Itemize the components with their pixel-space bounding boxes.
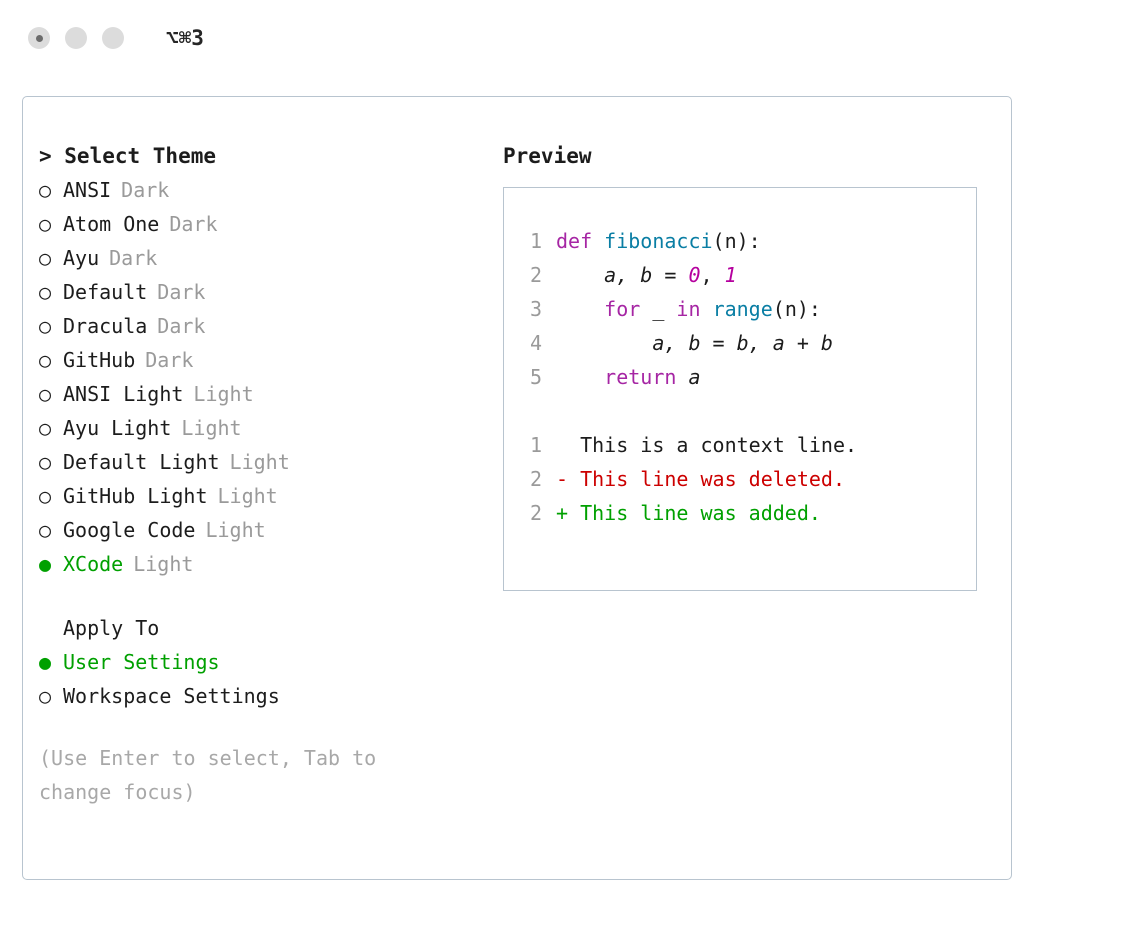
line-number: 2 <box>529 467 542 491</box>
radio-unselected-icon[interactable]: ○ <box>39 416 52 440</box>
theme-variant-badge: Dark <box>121 178 170 202</box>
apply-to-list[interactable] <box>39 645 485 713</box>
code-line <box>522 326 976 360</box>
code-line <box>522 258 976 292</box>
theme-name-label: Dracula <box>63 314 148 338</box>
radio-unselected-icon[interactable]: ○ <box>39 382 52 406</box>
theme-list-item[interactable] <box>39 445 485 479</box>
apply-to-label: Workspace Settings <box>63 684 280 708</box>
apply-to-heading: Apply To <box>63 616 160 640</box>
theme-variant-badge: Dark <box>169 212 218 236</box>
theme-name-label: Default Light <box>63 450 220 474</box>
line-number: 3 <box>529 297 542 321</box>
theme-name-label: ANSI <box>63 178 112 202</box>
theme-variant-badge: Dark <box>157 280 206 304</box>
theme-list-item[interactable] <box>39 173 485 207</box>
theme-list-item[interactable] <box>39 207 485 241</box>
preview-heading: Preview <box>503 144 592 168</box>
theme-name-label: GitHub <box>63 348 136 372</box>
diff-line <box>522 496 976 530</box>
title-bar <box>0 0 1140 76</box>
line-number: 2 <box>529 501 542 525</box>
radio-selected-icon[interactable]: ● <box>39 650 52 674</box>
theme-name-label: ANSI Light <box>63 382 184 406</box>
theme-name-label: XCode <box>63 552 124 576</box>
theme-name-label: Ayu <box>63 246 100 270</box>
theme-variant-badge: Dark <box>109 246 158 270</box>
code-text: a, b = b, a + b <box>556 331 833 355</box>
diff-text: This line was deleted. <box>568 467 845 491</box>
theme-list-item[interactable] <box>39 411 485 445</box>
code-text: def fibonacci(n): <box>556 229 761 253</box>
code-text: return a <box>604 365 701 389</box>
theme-name-label: Ayu Light <box>63 416 172 440</box>
apply-to-label: User Settings <box>63 650 220 674</box>
theme-name-label: Default <box>63 280 148 304</box>
line-number: 5 <box>529 365 542 389</box>
window-dot-maximize-icon[interactable] <box>102 27 124 49</box>
apply-to-option[interactable] <box>39 645 485 679</box>
theme-list-item[interactable] <box>39 377 485 411</box>
window-controls[interactable] <box>28 27 124 49</box>
code-line <box>522 292 976 326</box>
code-line <box>522 224 976 258</box>
radio-unselected-icon[interactable]: ○ <box>39 484 52 508</box>
diff-line <box>522 428 976 462</box>
theme-variant-badge: Light <box>217 484 278 508</box>
diff-marker: - <box>556 467 569 491</box>
theme-name-label: Google Code <box>63 518 196 542</box>
theme-list-item[interactable] <box>39 275 485 309</box>
preview-box <box>503 187 977 591</box>
diff-marker: + <box>556 501 569 525</box>
radio-unselected-icon[interactable]: ○ <box>39 518 52 542</box>
keyboard-hint-text: (Use Enter to select, Tab to change focus) <box>39 746 389 804</box>
line-number: 1 <box>529 229 542 253</box>
diff-line <box>522 462 976 496</box>
radio-unselected-icon[interactable]: ○ <box>39 212 52 236</box>
radio-unselected-icon[interactable]: ○ <box>39 314 52 338</box>
theme-list-item[interactable] <box>39 547 485 581</box>
radio-unselected-icon[interactable]: ○ <box>39 246 52 270</box>
keyboard-shortcut-label: ⌥⌘3 <box>166 26 204 50</box>
line-number: 1 <box>529 433 542 457</box>
theme-variant-badge: Light <box>229 450 290 474</box>
theme-variant-badge: Light <box>193 382 254 406</box>
apply-to-option[interactable] <box>39 679 485 713</box>
theme-variant-badge: Dark <box>157 314 206 338</box>
radio-unselected-icon[interactable]: ○ <box>39 348 52 372</box>
diff-sample <box>522 428 976 530</box>
diff-text: This line was added. <box>568 501 821 525</box>
radio-unselected-icon[interactable]: ○ <box>39 178 52 202</box>
code-line <box>522 360 976 394</box>
theme-list-item[interactable] <box>39 479 485 513</box>
code-text: a, b = 0, 1 <box>556 263 737 287</box>
radio-unselected-icon[interactable]: ○ <box>39 280 52 304</box>
select-theme-heading: > Select Theme <box>39 144 217 168</box>
diff-marker <box>556 428 568 462</box>
theme-variant-badge: Light <box>133 552 194 576</box>
line-number: 4 <box>529 331 542 355</box>
preview-column <box>485 139 1011 809</box>
window-dot-close-icon[interactable] <box>28 27 50 49</box>
theme-variant-badge: Light <box>181 416 242 440</box>
theme-name-label: GitHub Light <box>63 484 208 508</box>
window-dot-minimize-icon[interactable] <box>65 27 87 49</box>
radio-unselected-icon[interactable]: ○ <box>39 450 52 474</box>
theme-variant-badge: Light <box>205 518 266 542</box>
radio-selected-icon[interactable]: ● <box>39 552 52 576</box>
main-panel <box>22 96 1012 880</box>
theme-list-item[interactable] <box>39 309 485 343</box>
theme-list-item[interactable] <box>39 241 485 275</box>
theme-variant-badge: Dark <box>145 348 194 372</box>
theme-list-item[interactable] <box>39 513 485 547</box>
theme-name-label: Atom One <box>63 212 160 236</box>
diff-text: This is a context line. <box>568 433 858 457</box>
theme-list[interactable] <box>39 173 485 581</box>
code-text: for _ in range(n): <box>604 297 821 321</box>
code-sample <box>522 224 976 394</box>
radio-unselected-icon[interactable]: ○ <box>39 684 52 708</box>
theme-selection-column <box>23 139 485 809</box>
line-number: 2 <box>529 263 542 287</box>
theme-list-item[interactable] <box>39 343 485 377</box>
